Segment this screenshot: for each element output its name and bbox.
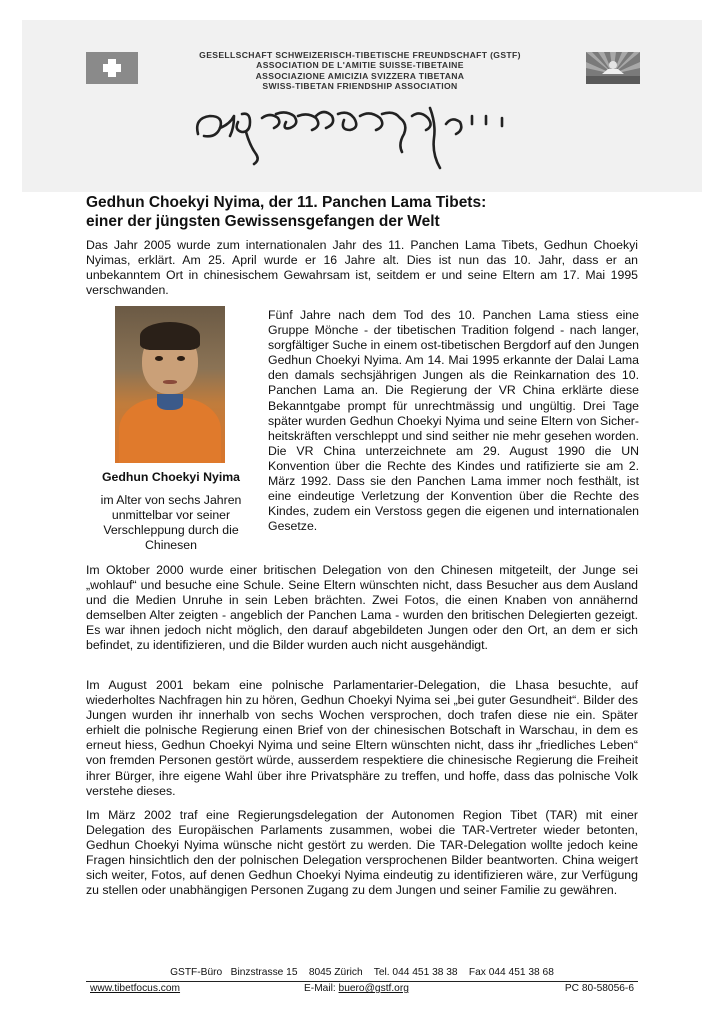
swiss-flag-icon — [86, 52, 138, 84]
email-link[interactable]: buero@gstf.org — [338, 983, 409, 994]
photo-caption-title: Gedhun Choekyi Nyima — [101, 470, 241, 484]
association-name-en: SWISS-TIBETAN FRIENDSHIP ASSOCIATION — [262, 81, 458, 92]
right-column-paragraph: Fünf Jahre nach dem Tod des 10. Panchen Lama stiess eine Gruppe Mönche - der tibetischen Tradition folgend - nach langer, sorgfältiger Suche in einem ost-tibetischen Bergdorf auf den Jungen Gedhun Choekyi Nyima. Am 14. Mai 1995 erkannte der Dalai Lama den damals sechsjährigen Jungen als die Reinkarnation des 10. Panchen Lama an. Die Regierung der VR China erklärte diese Bekanntgabe prompt für unrechtmässig und ungültig. Drei Tage später wurden Gedhun Choekyi Nyima und seine Eltern von Sicher-heitskräften verschleppt und sind seither nie mehr gesehen worden. Die VR China unterzeichnete am 29. August 1990 die UN Konvention über die Rechte des Kindes und ratifizierte sie am 2. März 1992. Dass sie den Panchen Lama immer noch festhält, ist eine eindeutige Verletzung der Konvention über die Rechte des Kindes, zudem ein Verstoss gegen die eigenen und internationalen Gesetze. — [268, 308, 639, 534]
title-line-1: Gedhun Choekyi Nyima, der 11. Panchen Lama Tibets: — [86, 194, 487, 211]
intro-paragraph: Das Jahr 2005 wurde zum internationalen Jahr des 11. Panchen Lama Tibets, Gedhun Choekyi Nyimas, erklärt. Am 25. April wurde er 16 Jahre alt. Dies ist nun das 10. Jahr, dass er an unbekanntem Ort in chinesischem Gewahrsam ist, seitdem er und seine Eltern am 17. Mai 1995 verschwanden. — [86, 238, 638, 298]
paragraph-august-2001: Im August 2001 bekam eine polnische Parlamentarier-Delegation, die Lhasa besuchte, auf wiederholtes Nachfragen hin zu hören, Gedhun Choekyi Nyima sei „bei guter Gesundheit“. Bilder des Jungen wurden ihr innerhalb von sechs Wochen versprochen, doch trafen diese nie ein. Später erhielt die polnische Regierung einen Brief von der chinesischen Botschaft in Warschau, in dem es erneut hiess, Gedhun Choekyi Nyima und seine Eltern wünschten nicht, dass ihr „friedliches Leben“ von fremden Personen gestört würde, ausserdem respektiere die chinesische Regierung die Freiheit ihrer Bürger, ihre eigene Wahl über ihre Privatsphäre zu treffen, und hoffe, dass das polnische Volk verstehe dieses. — [86, 678, 638, 798]
postal-account: PC 80-58056-6 — [564, 983, 634, 994]
tibetan-flag-icon — [586, 52, 640, 84]
tibetan-script-logo — [190, 94, 530, 180]
association-name-de: GESELLSCHAFT SCHWEIZERISCH-TIBETISCHE FREUNDSCHAFT (GSTF) — [199, 50, 521, 60]
paragraph-october-2000: Im Oktober 2000 wurde einer britischen Delegation von den Chinesen mitgeteilt, der Junge sei „wohlauf“ und besuche eine Schule. Seine Eltern wünschten nicht, dass Besucher aus dem Ausland und die Medien Unruhe in sein Leben brächten. Zwei Fotos, die einen Knaben von annähernd demselben Alter zeigten - angeblich der Panchen Lama - wurden den britischen Delegierten gezeigt. Es war ihnen jedoch nicht möglich, den darauf abgebildeten Jungen oder den Ort, an dem er sich befindet, zu identifizieren, und die Bilder wurden auch nicht ausgehändigt. — [86, 563, 638, 653]
paragraph-march-2002: Im März 2002 traf eine Regierungsdelegation der Autonomen Region Tibet (TAR) mit einer Delegation des Europäischen Parlaments zusammen, wobei die TAR-Vertreter wieder betonten, Gedhun Choekyi Nyima wünsche nicht gestört zu werden. Die TAR-Delegation wollte jedoch keine Fragen hinsichtlich den der polnischen Delegation versprochenen Bilder beantworten. China weigert sich weiter, Fotos, auf denen Gedhun Choekyi Nyima eindeutig zu identifizieren wäre, zur Verfügung zu stellen oder unabhängigen Personen Zugang zu dem Jungen und seiner Familie zu gewähren. — [86, 808, 638, 898]
email-label: E-Mail: — [304, 983, 339, 994]
email-contact — [304, 983, 409, 994]
title-line-2: einer der jüngsten Gewissensgefangen der Welt — [86, 213, 440, 230]
photo-caption-text: im Alter von sechs Jahren unmittelbar vor seiner Verschleppung durch die Chinesen — [100, 493, 242, 553]
website-link[interactable]: www.tibetfocus.com — [90, 983, 181, 994]
article-title — [86, 193, 646, 231]
footer-address: GSTF-Büro Binzstrasse 15 8045 Zürich Tel. 044 451 38 38 Fax 044 451 38 68 — [170, 967, 554, 978]
association-name-fr: ASSOCIATION DE L'AMITIE SUISSE-TIBETAINE — [256, 60, 464, 71]
footer-divider — [86, 981, 638, 982]
association-name-it: ASSOCIAZIONE AMICIZIA SVIZZERA TIBETANA — [255, 70, 465, 81]
association-names — [160, 50, 560, 92]
portrait-photo — [115, 306, 225, 463]
